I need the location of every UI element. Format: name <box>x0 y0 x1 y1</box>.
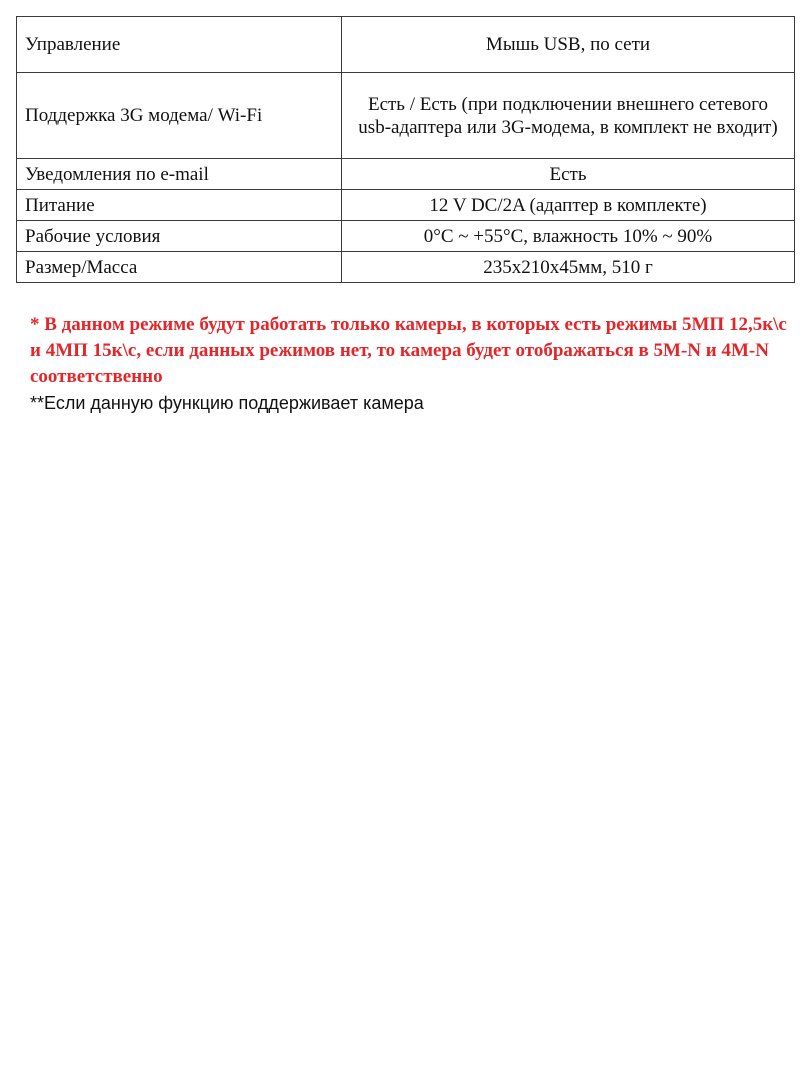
table-row <box>17 73 795 159</box>
row-param: Рабочие условия <box>17 221 342 252</box>
table-row <box>17 221 795 252</box>
row-param: Питание <box>17 190 342 221</box>
row-value: 12 V DC/2A (адаптер в комплекте) <box>342 190 795 221</box>
row-value: 235x210x45мм, 510 г <box>342 252 795 283</box>
spec-table <box>16 16 795 283</box>
row-value: Есть <box>342 159 795 190</box>
footnote-camera-support: **Если данную функцию поддерживает камера <box>30 393 424 413</box>
row-value: Есть / Есть (при подключении внешнего сетевого usb-адаптера или 3G-модема, в комплект не входит) <box>342 73 795 159</box>
footnotes <box>30 312 800 416</box>
table-row <box>17 17 795 73</box>
row-param: Управление <box>17 17 342 73</box>
row-value: Мышь USB, по сети <box>342 17 795 73</box>
table-row <box>17 252 795 283</box>
row-param: Поддержка 3G модема/ Wi-Fi <box>17 73 342 159</box>
row-value: 0°C ~ +55°C, влажность 10% ~ 90% <box>342 221 795 252</box>
table-row <box>17 190 795 221</box>
footnote-camera-modes: * В данном режиме будут работать только камеры, в которых есть режимы 5МП 12,5к\с и 4МП 15к\с, если данных режимов нет, то камера будет отображаться в 5M-N и 4M-N соответственно <box>30 314 787 387</box>
row-param: Уведомления по e-mail <box>17 159 342 190</box>
table-row <box>17 159 795 190</box>
row-param: Размер/Масса <box>17 252 342 283</box>
